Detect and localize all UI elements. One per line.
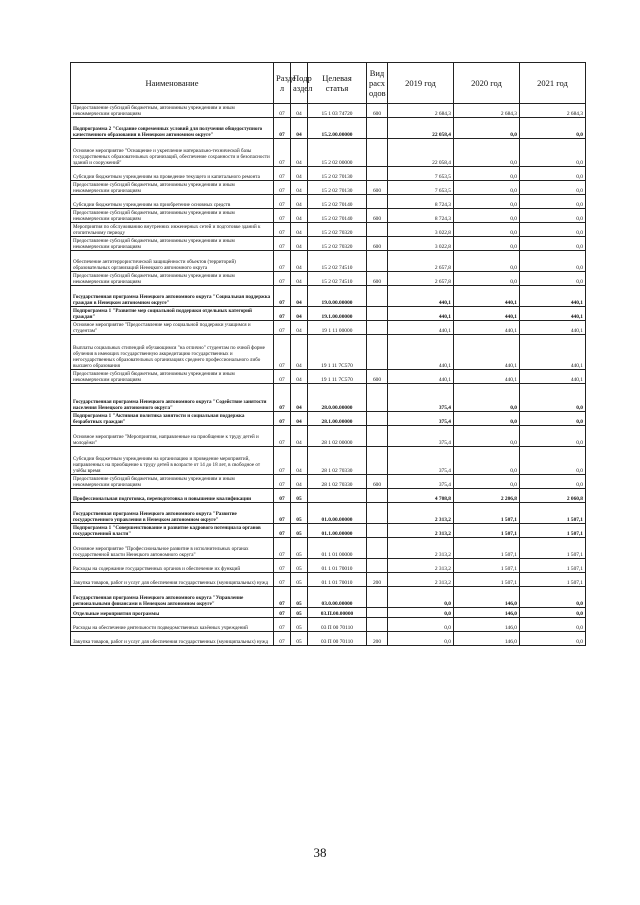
- table-row: [71, 118, 586, 139]
- row-2021-cell: 1 507,1: [520, 538, 586, 559]
- table-row: [71, 251, 586, 272]
- row-podrazdel-cell: 05: [291, 618, 308, 632]
- table-row: [71, 618, 586, 632]
- row-2019-cell: 2 657,8: [388, 272, 454, 286]
- table-row: [71, 104, 586, 118]
- row-2019-cell: 0,0: [388, 618, 454, 632]
- row-podrazdel-cell: 05: [291, 559, 308, 573]
- table-row: [71, 237, 586, 251]
- row-podrazdel-cell: 05: [291, 632, 308, 646]
- col-header-2020: 2020 год: [454, 63, 520, 104]
- row-razdel-cell: 07: [274, 321, 291, 335]
- row-vid-cell: [367, 321, 388, 335]
- row-target-cell: 15 2 02 00000: [308, 139, 367, 167]
- row-2021-cell: 1 507,1: [520, 559, 586, 573]
- row-2019-cell: 22 058,4: [388, 139, 454, 167]
- row-vid-cell: [367, 503, 388, 524]
- row-podrazdel-cell: 04: [291, 251, 308, 272]
- row-razdel-cell: 07: [274, 559, 291, 573]
- row-2020-cell: 1 507,1: [454, 524, 520, 538]
- row-razdel-cell: 07: [274, 223, 291, 237]
- row-razdel-cell: 07: [274, 139, 291, 167]
- row-razdel-cell: 07: [274, 286, 291, 307]
- row-2019-cell: 440,1: [388, 335, 454, 370]
- row-podrazdel-cell: 04: [291, 195, 308, 209]
- row-razdel-cell: 07: [274, 237, 291, 251]
- row-2021-cell: 1 507,1: [520, 524, 586, 538]
- row-2019-cell: 2 657,8: [388, 251, 454, 272]
- row-2019-cell: 3 022,8: [388, 237, 454, 251]
- row-razdel-cell: 07: [274, 412, 291, 426]
- table-row: [71, 412, 586, 426]
- row-2021-cell: 0,0: [520, 412, 586, 426]
- row-2020-cell: 0,0: [454, 139, 520, 167]
- row-razdel-cell: 07: [274, 209, 291, 223]
- table-body: [71, 104, 586, 646]
- table-row: [71, 223, 586, 237]
- table-row: [71, 489, 586, 503]
- table-row: [71, 559, 586, 573]
- row-2019-cell: 2 313,2: [388, 538, 454, 559]
- row-name-cell: Субсидии бюджетным учреждениям на проведение текущего и капитального ремонта: [71, 167, 274, 181]
- table-row: [71, 538, 586, 559]
- row-podrazdel-cell: 05: [291, 538, 308, 559]
- table-row: [71, 608, 586, 618]
- row-vid-cell: [367, 524, 388, 538]
- row-razdel-cell: 07: [274, 447, 291, 475]
- row-2019-cell: 8 724,3: [388, 209, 454, 223]
- row-podrazdel-cell: 05: [291, 608, 308, 618]
- row-2019-cell: 440,1: [388, 307, 454, 321]
- table-row: [71, 632, 586, 646]
- row-podrazdel-cell: 04: [291, 209, 308, 223]
- row-name-cell: Расходы на обеспечение деятельности подведомственных казённых учреждений: [71, 618, 274, 632]
- table-row: [71, 384, 586, 412]
- row-2021-cell: 0,0: [520, 195, 586, 209]
- row-podrazdel-cell: 05: [291, 503, 308, 524]
- row-target-cell: 15.2.00.00000: [308, 118, 367, 139]
- table-row: [71, 524, 586, 538]
- row-razdel-cell: 07: [274, 618, 291, 632]
- row-razdel-cell: 07: [274, 489, 291, 503]
- row-2020-cell: 0,0: [454, 237, 520, 251]
- row-name-cell: Подпрограмма 2 "Создание современных условий для получения общедоступного качественного образования в Ненецком автономном округе": [71, 118, 274, 139]
- row-target-cell: 03 П 00 70110: [308, 632, 367, 646]
- row-podrazdel-cell: 05: [291, 587, 308, 608]
- row-vid-cell: 600: [367, 237, 388, 251]
- row-name-cell: Субсидии бюджетным учреждениям на приобретение основных средств: [71, 195, 274, 209]
- row-vid-cell: [367, 223, 388, 237]
- row-target-cell: 01 1 01 70010: [308, 573, 367, 587]
- row-razdel-cell: 07: [274, 426, 291, 447]
- row-target-cell: 01.0.00.00000: [308, 503, 367, 524]
- row-razdel-cell: 07: [274, 181, 291, 195]
- row-podrazdel-cell: 04: [291, 412, 308, 426]
- row-podrazdel-cell: 04: [291, 237, 308, 251]
- row-2021-cell: 0,0: [520, 475, 586, 489]
- row-name-cell: Предоставление субсидий бюджетным, автономным учреждениям и иным некоммерческим организациям: [71, 237, 274, 251]
- row-podrazdel-cell: 04: [291, 384, 308, 412]
- row-vid-cell: [367, 587, 388, 608]
- row-2020-cell: 0,0: [454, 209, 520, 223]
- table-row: [71, 503, 586, 524]
- col-header-2019: 2019 год: [388, 63, 454, 104]
- row-target-cell: 15 2 02 70320: [308, 237, 367, 251]
- row-podrazdel-cell: 04: [291, 370, 308, 384]
- row-2021-cell: 0,0: [520, 223, 586, 237]
- row-2019-cell: 375,4: [388, 475, 454, 489]
- row-2020-cell: 146,0: [454, 632, 520, 646]
- row-podrazdel-cell: 04: [291, 447, 308, 475]
- row-2019-cell: 7 653,5: [388, 181, 454, 195]
- col-header-vid: Вид расх одов: [367, 63, 388, 104]
- row-podrazdel-cell: 04: [291, 475, 308, 489]
- row-2019-cell: 2 313,2: [388, 503, 454, 524]
- table-row: [71, 370, 586, 384]
- row-2019-cell: 22 058,4: [388, 118, 454, 139]
- row-2020-cell: 0,0: [454, 195, 520, 209]
- row-2019-cell: 375,4: [388, 412, 454, 426]
- row-2020-cell: 440,1: [454, 286, 520, 307]
- row-2021-cell: 0,0: [520, 272, 586, 286]
- row-vid-cell: [367, 559, 388, 573]
- row-2021-cell: 0,0: [520, 632, 586, 646]
- row-name-cell: Государственная программа Ненецкого автономного округа "Социальная поддержка граждан в Ненецком автономном округе": [71, 286, 274, 307]
- row-razdel-cell: 07: [274, 503, 291, 524]
- row-target-cell: 01 1 01 00000: [308, 538, 367, 559]
- row-name-cell: Профессиональная подготовка, переподготовка и повышение квалификации: [71, 489, 274, 503]
- row-2021-cell: 0,0: [520, 118, 586, 139]
- row-2020-cell: 1 507,1: [454, 538, 520, 559]
- row-2019-cell: 2 684,3: [388, 104, 454, 118]
- row-podrazdel-cell: 05: [291, 489, 308, 503]
- row-podrazdel-cell: 04: [291, 139, 308, 167]
- row-2020-cell: 440,1: [454, 370, 520, 384]
- budget-table: [70, 62, 586, 646]
- row-2020-cell: 146,0: [454, 618, 520, 632]
- row-2021-cell: 0,0: [520, 237, 586, 251]
- row-target-cell: 15 2 02 70320: [308, 223, 367, 237]
- row-vid-cell: [367, 447, 388, 475]
- row-2021-cell: 2 684,3: [520, 104, 586, 118]
- row-razdel-cell: 07: [274, 104, 291, 118]
- row-target-cell: 01.1.00.00000: [308, 524, 367, 538]
- row-name-cell: Подпрограмма 1 "Активная политика занятости и социальная поддержка безработных граждан": [71, 412, 274, 426]
- row-target-cell: 28.0.00.00000: [308, 384, 367, 412]
- row-2020-cell: 2 684,3: [454, 104, 520, 118]
- row-2020-cell: 1 507,1: [454, 573, 520, 587]
- row-target-cell: 19 1 11 7С570: [308, 370, 367, 384]
- col-header-target: Целевая статья: [308, 63, 367, 104]
- row-2021-cell: 0,0: [520, 139, 586, 167]
- row-razdel-cell: 07: [274, 384, 291, 412]
- row-2021-cell: 440,1: [520, 321, 586, 335]
- table-row: [71, 447, 586, 475]
- row-vid-cell: [367, 195, 388, 209]
- table-row: [71, 272, 586, 286]
- row-vid-cell: 200: [367, 632, 388, 646]
- row-name-cell: Государственная программа Ненецкого автономного округа "Содействие занятости населения Ненецкого автономного округа": [71, 384, 274, 412]
- row-2019-cell: 440,1: [388, 286, 454, 307]
- table-row: [71, 139, 586, 167]
- row-vid-cell: 600: [367, 370, 388, 384]
- row-2021-cell: 1 507,1: [520, 503, 586, 524]
- row-2020-cell: 0,0: [454, 426, 520, 447]
- row-vid-cell: [367, 618, 388, 632]
- row-target-cell: 03.П.00.00000: [308, 608, 367, 618]
- row-target-cell: 15 1 03 74720: [308, 104, 367, 118]
- row-2021-cell: 0,0: [520, 447, 586, 475]
- row-vid-cell: [367, 489, 388, 503]
- row-name-cell: Основное мероприятие "Предоставление мер социальной поддержки учащимся и студентам": [71, 321, 274, 335]
- row-vid-cell: [367, 251, 388, 272]
- row-vid-cell: 600: [367, 104, 388, 118]
- row-2020-cell: 440,1: [454, 307, 520, 321]
- row-vid-cell: [367, 139, 388, 167]
- row-2019-cell: 375,4: [388, 447, 454, 475]
- row-2021-cell: 0,0: [520, 384, 586, 412]
- row-target-cell: 15 2 02 70140: [308, 209, 367, 223]
- row-2020-cell: 0,0: [454, 475, 520, 489]
- row-2021-cell: 440,1: [520, 286, 586, 307]
- row-razdel-cell: 07: [274, 307, 291, 321]
- table-row: [71, 167, 586, 181]
- row-target-cell: 15 2 02 70140: [308, 195, 367, 209]
- row-podrazdel-cell: 04: [291, 307, 308, 321]
- col-header-2021: 2021 год: [520, 63, 586, 104]
- row-name-cell: Закупка товаров, работ и услуг для обеспечения государственных (муниципальных) нужд: [71, 632, 274, 646]
- row-name-cell: Предоставление субсидий бюджетным, автономным учреждениям и иным некоммерческим организациям: [71, 209, 274, 223]
- row-vid-cell: [367, 167, 388, 181]
- col-header-razdel: Разде л: [274, 63, 291, 104]
- row-name-cell: Мероприятия по обслуживанию внутренних инженерных сетей и подготовке зданий к отопительному периоду: [71, 223, 274, 237]
- row-razdel-cell: 07: [274, 538, 291, 559]
- row-2020-cell: 0,0: [454, 251, 520, 272]
- row-name-cell: Предоставление субсидий бюджетным, автономным учреждениям и иным некоммерческим организациям: [71, 104, 274, 118]
- row-name-cell: Основное мероприятие "Оснащение и укрепление материально-технической базы государственных образовательных организаций, обеспечение сохранности и безопасности зданий и сооружений": [71, 139, 274, 167]
- row-target-cell: 28 1 02 00000: [308, 426, 367, 447]
- table-row: [71, 181, 586, 195]
- table-row: [71, 335, 586, 370]
- row-2021-cell: 0,0: [520, 587, 586, 608]
- row-target-cell: 03 П 00 70110: [308, 618, 367, 632]
- table-row: [71, 209, 586, 223]
- row-podrazdel-cell: 04: [291, 272, 308, 286]
- row-name-cell: Подпрограмма 1 "Совершенствование и развитие кадрового потенциала органов государственной власти": [71, 524, 274, 538]
- budget-table-page: [70, 62, 585, 646]
- row-name-cell: Основное мероприятие "Мероприятия, направленные на приобщение к труду детей и молодёжи": [71, 426, 274, 447]
- row-target-cell: 19.0.00.00000: [308, 286, 367, 307]
- table-row: [71, 195, 586, 209]
- table-row: [71, 587, 586, 608]
- row-vid-cell: [367, 286, 388, 307]
- table-row: [71, 573, 586, 587]
- row-2020-cell: 0,0: [454, 181, 520, 195]
- row-podrazdel-cell: 04: [291, 335, 308, 370]
- col-header-name: Наименование: [71, 63, 274, 104]
- row-name-cell: Предоставление субсидий бюджетным, автономным учреждениям и иным некоммерческим организациям: [71, 475, 274, 489]
- row-2020-cell: 1 507,1: [454, 559, 520, 573]
- row-podrazdel-cell: 04: [291, 181, 308, 195]
- row-name-cell: Закупка товаров, работ и услуг для обеспечения государственных (муниципальных) нужд: [71, 573, 274, 587]
- row-razdel-cell: 07: [274, 632, 291, 646]
- row-2019-cell: 2 313,2: [388, 559, 454, 573]
- row-vid-cell: 600: [367, 475, 388, 489]
- row-target-cell: 19 1 11 00000: [308, 321, 367, 335]
- row-2021-cell: 440,1: [520, 370, 586, 384]
- table-row: [71, 321, 586, 335]
- row-name-cell: Подпрограмма 1 "Развитие мер социальной поддержки отдельных категорий граждан": [71, 307, 274, 321]
- row-2020-cell: 146,0: [454, 587, 520, 608]
- row-2020-cell: 1 507,1: [454, 503, 520, 524]
- row-name-cell: Основное мероприятие "Профессиональное развитие в исполнительных органах государственной власти Ненецкого автономного округа": [71, 538, 274, 559]
- row-2021-cell: 440,1: [520, 307, 586, 321]
- page-number: 38: [313, 845, 327, 860]
- row-2021-cell: 0,0: [520, 209, 586, 223]
- row-target-cell: 28 1 02 70330: [308, 447, 367, 475]
- row-podrazdel-cell: 04: [291, 426, 308, 447]
- row-2019-cell: 2 313,2: [388, 524, 454, 538]
- row-razdel-cell: 07: [274, 573, 291, 587]
- row-target-cell: 28 1 02 70330: [308, 475, 367, 489]
- row-2019-cell: 375,4: [388, 426, 454, 447]
- row-2019-cell: 2 313,2: [388, 573, 454, 587]
- row-name-cell: Выплаты социальных стипендий обучающимся "на отлично" студентам по очной форме обучения в имеющих государственную аккредитацию государственных и негосударственных образовательных организациях среднего профессионального либо высшего образования: [71, 335, 274, 370]
- row-vid-cell: [367, 426, 388, 447]
- row-name-cell: Предоставление субсидий бюджетным, автономным учреждениям и иным некоммерческим организациям: [71, 370, 274, 384]
- row-podrazdel-cell: 04: [291, 167, 308, 181]
- row-target-cell: 19 1 11 7С570: [308, 335, 367, 370]
- row-razdel-cell: 07: [274, 587, 291, 608]
- row-2020-cell: 0,0: [454, 384, 520, 412]
- row-vid-cell: 600: [367, 209, 388, 223]
- row-2019-cell: 440,1: [388, 370, 454, 384]
- row-name-cell: Предоставление субсидий бюджетным, автономным учреждениям и иным некоммерческим организациям: [71, 181, 274, 195]
- row-name-cell: Государственная программа Ненецкого автономного округа "Управление региональными финансами в Ненецком автономном округе": [71, 587, 274, 608]
- row-2021-cell: 0,0: [520, 618, 586, 632]
- row-2020-cell: 440,1: [454, 335, 520, 370]
- row-2020-cell: 0,0: [454, 272, 520, 286]
- row-2020-cell: 0,0: [454, 223, 520, 237]
- row-podrazdel-cell: 04: [291, 118, 308, 139]
- row-2020-cell: 0,0: [454, 412, 520, 426]
- row-2019-cell: 4 708,8: [388, 489, 454, 503]
- row-podrazdel-cell: 04: [291, 104, 308, 118]
- row-target-cell: [308, 489, 367, 503]
- row-target-cell: 03.0.00.00000: [308, 587, 367, 608]
- row-name-cell: Государственная программа Ненецкого автономного округа "Развитие государственного управления в Ненецком автономном округе": [71, 503, 274, 524]
- row-2021-cell: 0,0: [520, 608, 586, 618]
- row-podrazdel-cell: 04: [291, 286, 308, 307]
- row-name-cell: Предоставление субсидий бюджетным, автономным учреждениям и иным некоммерческим организациям: [71, 272, 274, 286]
- row-target-cell: 15 2 02 74510: [308, 251, 367, 272]
- table-row: [71, 475, 586, 489]
- row-name-cell: Обеспечение антитеррористической защищённости объектов (территорий) образовательных организаций Ненецкого автономного округа: [71, 251, 274, 272]
- row-name-cell: Расходы на содержание государственных органов и обеспечение их функций: [71, 559, 274, 573]
- row-2021-cell: 2 060,8: [520, 489, 586, 503]
- row-2021-cell: 0,0: [520, 167, 586, 181]
- row-2020-cell: 0,0: [454, 167, 520, 181]
- row-target-cell: 15 2 02 70130: [308, 181, 367, 195]
- row-2021-cell: 0,0: [520, 251, 586, 272]
- row-razdel-cell: 07: [274, 118, 291, 139]
- row-target-cell: 15 2 02 74510: [308, 272, 367, 286]
- table-header-row: [71, 63, 586, 104]
- row-2021-cell: 0,0: [520, 181, 586, 195]
- row-2020-cell: 0,0: [454, 447, 520, 475]
- row-vid-cell: [367, 307, 388, 321]
- row-podrazdel-cell: 05: [291, 524, 308, 538]
- row-target-cell: 15 2 02 70130: [308, 167, 367, 181]
- row-2019-cell: 0,0: [388, 632, 454, 646]
- row-vid-cell: 600: [367, 272, 388, 286]
- row-target-cell: 28.1.00.00000: [308, 412, 367, 426]
- row-vid-cell: [367, 384, 388, 412]
- row-razdel-cell: 07: [274, 195, 291, 209]
- row-vid-cell: [367, 412, 388, 426]
- row-razdel-cell: 07: [274, 370, 291, 384]
- row-2019-cell: 8 724,3: [388, 195, 454, 209]
- row-2019-cell: 3 022,8: [388, 223, 454, 237]
- row-razdel-cell: 07: [274, 475, 291, 489]
- row-name-cell: Субсидии бюджетным учреждениям на организацию и проведение мероприятий, направленных на приобщение к труду детей в возрасте от 14 до 18 лет, в свободное от учёбы время: [71, 447, 274, 475]
- row-2019-cell: 440,1: [388, 321, 454, 335]
- row-2021-cell: 440,1: [520, 335, 586, 370]
- row-2020-cell: 0,0: [454, 118, 520, 139]
- table-row: [71, 426, 586, 447]
- row-vid-cell: [367, 608, 388, 618]
- row-podrazdel-cell: 05: [291, 573, 308, 587]
- row-razdel-cell: 07: [274, 608, 291, 618]
- row-2019-cell: 375,4: [388, 384, 454, 412]
- table-row: [71, 307, 586, 321]
- row-vid-cell: 200: [367, 573, 388, 587]
- row-razdel-cell: 07: [274, 167, 291, 181]
- row-target-cell: 19.1.00.00000: [308, 307, 367, 321]
- row-vid-cell: [367, 118, 388, 139]
- row-name-cell: Отдельные мероприятия программы: [71, 608, 274, 618]
- row-2020-cell: 146,0: [454, 608, 520, 618]
- row-2021-cell: 0,0: [520, 426, 586, 447]
- row-vid-cell: [367, 335, 388, 370]
- row-razdel-cell: 07: [274, 335, 291, 370]
- row-2021-cell: 1 507,1: [520, 573, 586, 587]
- row-2020-cell: 2 206,8: [454, 489, 520, 503]
- row-razdel-cell: 07: [274, 251, 291, 272]
- row-podrazdel-cell: 04: [291, 223, 308, 237]
- row-razdel-cell: 07: [274, 524, 291, 538]
- row-target-cell: 01 1 01 70010: [308, 559, 367, 573]
- row-2019-cell: 7 653,5: [388, 167, 454, 181]
- row-vid-cell: [367, 538, 388, 559]
- row-2019-cell: 0,0: [388, 608, 454, 618]
- row-2020-cell: 440,1: [454, 321, 520, 335]
- row-razdel-cell: 07: [274, 272, 291, 286]
- col-header-podrazdel: Подр аздел: [291, 63, 308, 104]
- row-podrazdel-cell: 04: [291, 321, 308, 335]
- row-vid-cell: 600: [367, 181, 388, 195]
- table-row: [71, 286, 586, 307]
- row-2019-cell: 0,0: [388, 587, 454, 608]
